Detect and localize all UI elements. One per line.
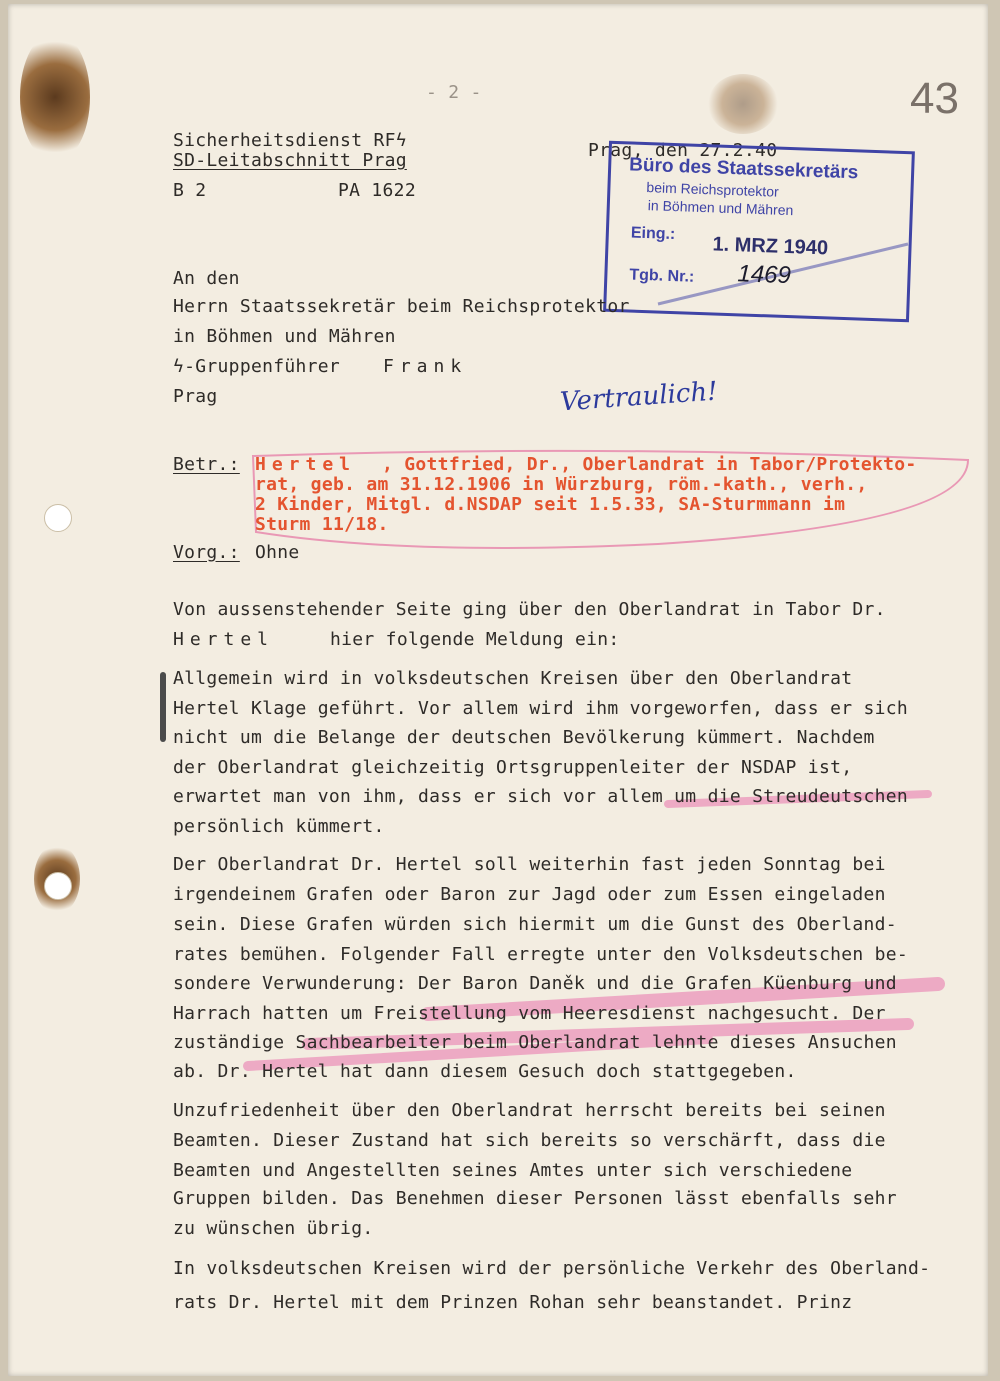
subject-line-2: rat, geb. am 31.12.1906 in Würzburg, röm.-kath., verh., xyxy=(255,474,868,495)
document-page xyxy=(8,4,988,1376)
reference-pa: PA 1622 xyxy=(338,180,416,201)
para-2-line-1: Der Oberlandrat Dr. Hertel soll weiterhin fast jeden Sonntag bei xyxy=(173,854,886,875)
org-line-2: SD-Leitabschnitt Prag xyxy=(173,150,407,171)
para-1-line-2: Hertel Klage geführt. Vor allem wird ihm vorgeworfen, dass er sich xyxy=(173,698,909,719)
addressee-line-5: Prag xyxy=(173,386,218,407)
para-3-line-4: Gruppen bilden. Das Benehmen dieser Personen lässt ebenfalls sehr xyxy=(173,1188,897,1209)
stamp-tgb-number: 1469 xyxy=(737,260,792,290)
para-2-line-7: zuständige Sachbearbeiter beim Oberlandrat lehnte dieses Ansuchen xyxy=(173,1032,897,1053)
para-1-line-1: Allgemein wird in volksdeutschen Kreisen über den Oberlandrat xyxy=(173,668,853,689)
para-2-line-6: Harrach hatten um Freistellung vom Heeresdienst nachgesucht. Der xyxy=(173,1003,886,1024)
office-stamp xyxy=(603,141,915,323)
para-1-line-4: der Oberlandrat gleichzeitig Ortsgruppenleiter der NSDAP ist, xyxy=(173,757,853,778)
page-marker: - 2 - xyxy=(426,82,482,103)
intro-line-2-rest: hier folgende Meldung ein: xyxy=(330,629,620,650)
reference-b: B 2 xyxy=(173,180,207,201)
stamp-line-2: beim Reichsprotektor xyxy=(646,179,779,200)
stamp-line-1: Büro des Staatssekretärs xyxy=(628,154,859,184)
para-4-line-2: rats Dr. Hertel mit dem Prinzen Rohan sehr beanstandet. Prinz xyxy=(173,1292,853,1313)
intro-line-1: Von aussenstehender Seite ging über den Oberlandrat in Tabor Dr. xyxy=(173,599,886,620)
stamp-eing-label: Eing.: xyxy=(630,224,676,244)
document-date: Prag, den 27.2.40 xyxy=(588,140,778,161)
intro-name: Hertel xyxy=(173,629,275,650)
addressee-line-4-prefix: ϟ-Gruppenführer xyxy=(173,356,341,377)
para-4-line-1: In volksdeutschen Kreisen wird der persönliche Verkehr des Oberland- xyxy=(173,1258,931,1279)
para-2-line-2: irgendeinem Grafen oder Baron zur Jagd oder zum Essen eingeladen xyxy=(173,884,886,905)
margin-marker-line xyxy=(160,672,166,742)
handwritten-confidential-note: Vertraulich! xyxy=(559,376,719,418)
para-1-line-6: persönlich kümmert. xyxy=(173,816,385,837)
stamp-tgb-label: Tgb. Nr.: xyxy=(629,266,695,286)
stamp-eing-date: 1. MRZ 1940 xyxy=(712,233,829,260)
para-2-line-5: sondere Verwunderung: Der Baron Daněk und die Grafen Küenburg und xyxy=(173,973,897,994)
stamp-line-3: in Böhmen und Mähren xyxy=(647,197,794,219)
subject-name: Hertel xyxy=(255,454,357,475)
para-1-line-3: nicht um die Belange der deutschen Bevölkerung kümmert. Nachdem xyxy=(173,727,875,748)
addressee-line-2: Herrn Staatssekretär beim Reichsprotektor xyxy=(173,296,630,317)
para-3-line-5: zu wünschen übrig. xyxy=(173,1218,374,1239)
subject-label: Betr.: xyxy=(173,454,240,475)
subject-line-4: Sturm 11/18. xyxy=(255,514,389,535)
para-2-line-8: ab. Dr. Hertel hat dann diesem Gesuch doch stattgegeben. xyxy=(173,1061,797,1082)
addressee-line-1: An den xyxy=(173,268,240,289)
para-2-line-3: sein. Diese Grafen würden sich hiermit um die Gunst des Oberland- xyxy=(173,914,897,935)
subject-line-3: 2 Kinder, Mitgl. d.NSDAP seit 1.5.33, SA-Sturmmann im xyxy=(255,494,846,515)
previous-value: Ohne xyxy=(255,542,300,563)
org-line-1: Sicherheitsdienst RFϟ xyxy=(173,130,407,151)
previous-label: Vorg.: xyxy=(173,542,240,563)
page-number: 43 xyxy=(910,74,959,123)
subject-line-1-rest: , Gottfried, Dr., Oberlandrat in Tabor/Protekto- xyxy=(382,454,917,475)
para-3-line-1: Unzufriedenheit über den Oberlandrat herrscht bereits bei seinen xyxy=(173,1100,886,1121)
para-3-line-3: Beamten und Angestellten seines Amtes unter sich verschiedene xyxy=(173,1160,853,1181)
addressee-line-4-name: Frank xyxy=(383,356,468,377)
addressee-line-3: in Böhmen und Mähren xyxy=(173,326,396,347)
para-1-line-5: erwartet man von ihm, dass er sich vor allem um die Streudeutschen xyxy=(173,786,909,807)
para-3-line-2: Beamten. Dieser Zustand hat sich bereits so verschärft, dass die xyxy=(173,1130,886,1151)
para-2-line-4: rates bemühen. Folgender Fall erregte unter den Volksdeutschen be- xyxy=(173,944,909,965)
